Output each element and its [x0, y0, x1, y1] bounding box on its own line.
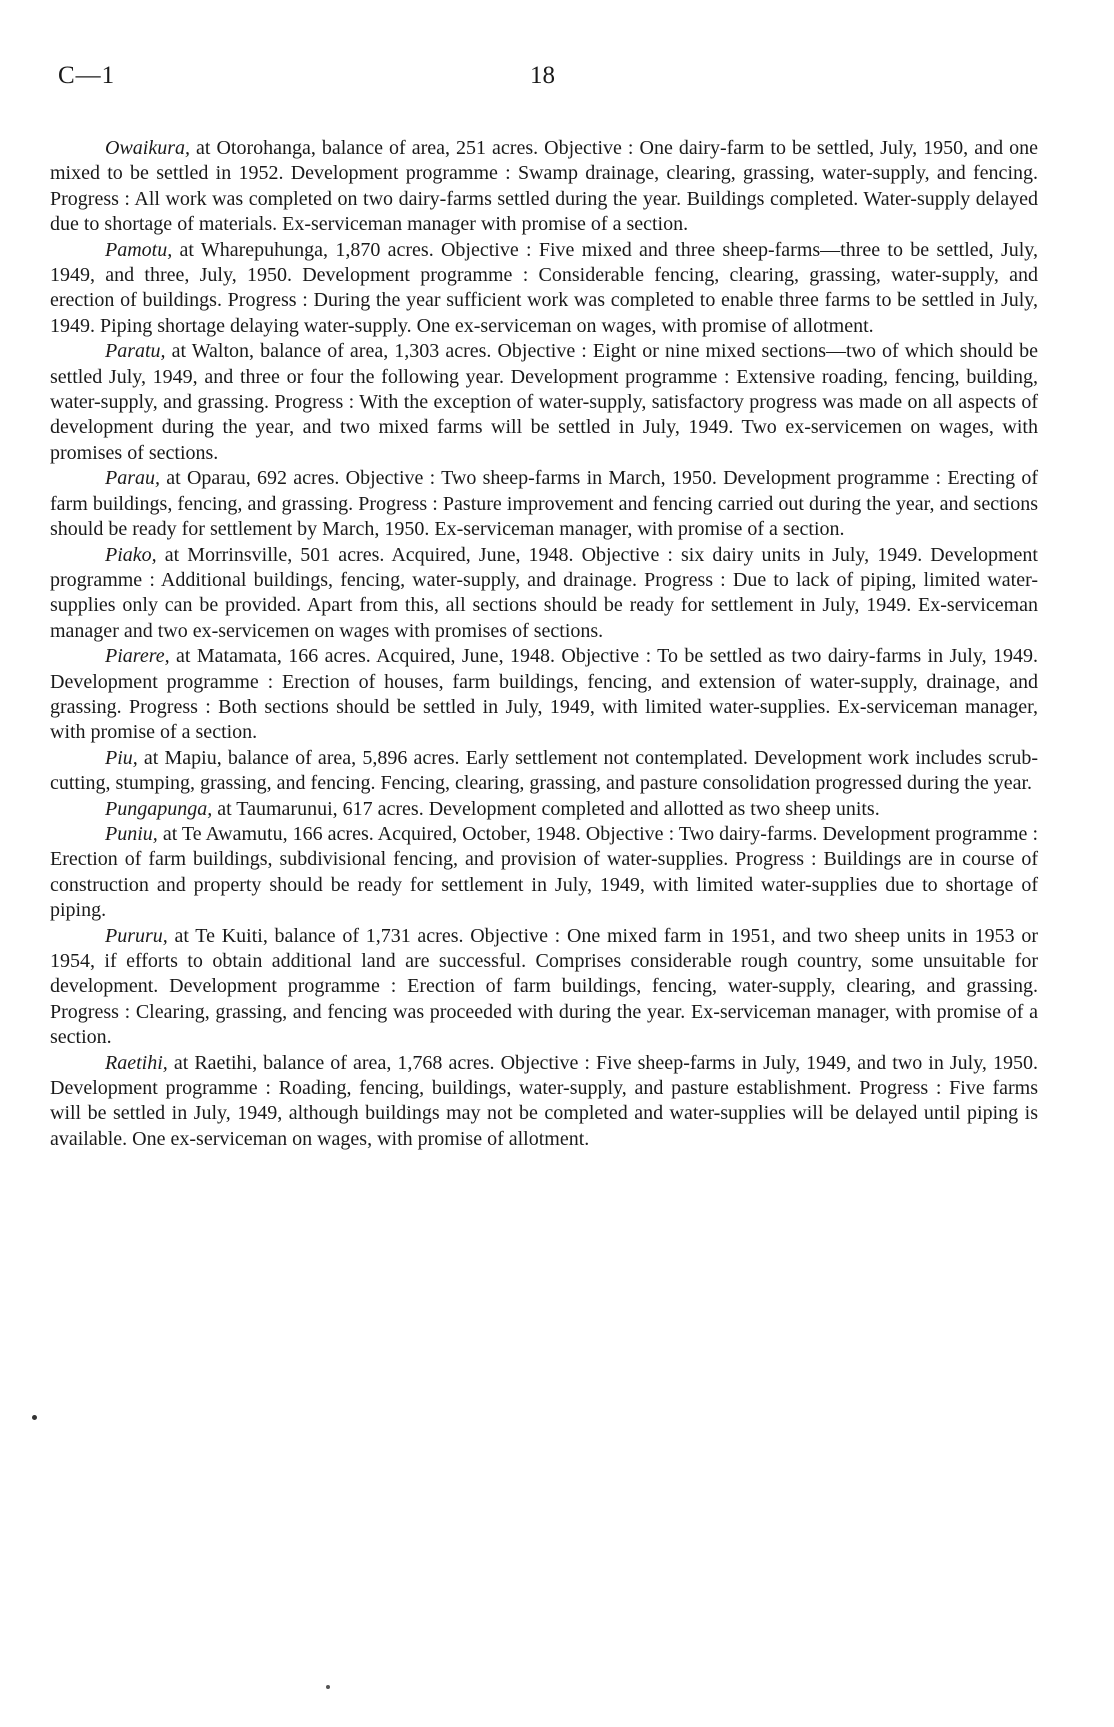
- entry-piu: [50, 746, 1038, 797]
- entry-text: at Oparau, 692 acres. Objective : Two sheep-farms in March, 1950. Development programme : Erecting of farm buildings, fencing, and grassing. Progress : Pasture improvement and fencing carried out during the year, and sections should be ready for settlement by March, 1950. Ex-serviceman manager, with promise of a section.: [50, 467, 1038, 541]
- entry-piako: [50, 543, 1038, 645]
- entry-name: Raetihi,: [105, 1051, 168, 1074]
- margin-mark: [32, 1415, 37, 1420]
- entry-name: Piako,: [105, 543, 157, 566]
- entry-puniu: [50, 822, 1038, 924]
- body-text: [50, 136, 1038, 1152]
- entry-name: Piu,: [105, 746, 138, 769]
- entry-parau: [50, 466, 1038, 542]
- entry-text: at Raetihi, balance of area, 1,768 acres. Objective : Five sheep-farms in July, 1949, and two in July, 1950. Development programme : Roading, fencing, buildings, water-supply, and pasture establishment. Progress : Five farms will be settled in July, 1949, although buildings may not be completed and water-supplies will be delayed until piping is available. One ex-serviceman on wages, with promise of allotment.: [50, 1051, 1038, 1150]
- entry-name: Pamotu,: [105, 238, 173, 261]
- entry-text: at Te Awamutu, 166 acres. Acquired, October, 1948. Objective : Two dairy-farms. Development programme : Erection of farm buildings, subdivisional fencing, and provision of water-supplies. Progress : Buildings are in course of construction and property should be ready for settlement in July, 1949, with limited water-supplies due to shortage of piping.: [50, 822, 1038, 922]
- entry-name: Paratu,: [105, 340, 166, 363]
- entry-name: Parau,: [105, 467, 160, 490]
- entry-raetihi: [50, 1051, 1038, 1153]
- entry-name: Puniu,: [105, 822, 158, 845]
- page-number: 18: [530, 62, 555, 89]
- entry-pungapunga: [50, 797, 1038, 822]
- entry-piarere: [50, 644, 1038, 746]
- entry-text: at Te Kuiti, balance of 1,731 acres. Objective : One mixed farm in 1951, and two sheep units in 1953 or 1954, if efforts to obtain additional land are successful. Comprises considerable rough country, some unsuitable for development. Development programme : Erection of farm buildings, fencing, water-supply, clearing, and grassing. Progress : Clearing, grassing, and fencing was proceeded with during the year. Ex-serviceman manager, with promise of a section.: [50, 924, 1038, 1049]
- entry-text: at Mapiu, balance of area, 5,896 acres. Early settlement not contemplated. Development work includes scrub-cutting, stumping, grassing, and fencing. Fencing, clearing, grassing, and pasture consolidation progressed during the year.: [50, 746, 1038, 795]
- page-header: [58, 62, 1038, 102]
- entry-owaikura: [50, 136, 1038, 238]
- entry-pururu: [50, 924, 1038, 1051]
- scan-speck: [326, 1685, 330, 1689]
- entry-paratu: [50, 339, 1038, 466]
- entry-text: at Otorohanga, balance of area, 251 acres. Objective : One dairy-farm to be settled, July, 1950, and one mixed to be settled in 1952. Development programme : Swamp drainage, clearing, grassing, water-supply, and fencing. Progress : All work was completed on two dairy-farms settled during the year. Buildings completed. Water-supply delayed due to shortage of materials. Ex-serviceman manager with promise of a section.: [50, 137, 1038, 236]
- entry-text: at Walton, balance of area, 1,303 acres. Objective : Eight or nine mixed sections—two of which should be settled July, 1949, and three or four the following year. Development programme : Extensive roading, fencing, building, water-supply, and grassing. Progress : With the exception of water-supply, satisfactory progress was made on all aspects of development during the year, and two mixed farms will be settled in July, 1949. Two ex-servicemen on wages, with promises of sections.: [50, 340, 1038, 464]
- entry-text: at Wharepuhunga, 1,870 acres. Objective : Five mixed and three sheep-farms—three to be settled, July, 1949, and three, July, 1950. Development programme : Considerable fencing, clearing, grassing, water-supply, and erection of buildings. Progress : During the year sufficient work was completed to enable three farms to be settled in July, 1949. Piping shortage delaying water-supply. One ex-serviceman on wages, with promise of allotment.: [50, 238, 1038, 337]
- entry-text: at Matamata, 166 acres. Acquired, June, 1948. Objective : To be settled as two dairy-farms in July, 1949. Development programme : Erection of houses, farm buildings, fencing, and extension of water-supply, drainage, and grassing. Progress : Both sections should be settled in July, 1949, with limited water-supplies. Ex-serviceman manager, with promise of a section.: [50, 645, 1038, 744]
- entry-name: Piarere,: [105, 645, 170, 668]
- entry-text: at Taumarunui, 617 acres. Development completed and allotted as two sheep units.: [212, 797, 880, 820]
- entry-name: Pungapunga,: [105, 797, 213, 820]
- document-code: C—1: [58, 62, 116, 89]
- entry-text: at Morrinsville, 501 acres. Acquired, June, 1948. Objective : six dairy units in July, 1949. Development programme : Additional buildings, fencing, water-supply, and drainage. Progress : Due to lack of piping, limited water-supplies only can be provided. Apart from this, all sections should be ready for settlement in July, 1949. Ex-serviceman manager and two ex-servicemen on wages with promises of sections.: [50, 543, 1038, 642]
- entry-name: Pururu,: [105, 924, 168, 947]
- entry-pamotu: [50, 238, 1038, 340]
- entry-name: Owaikura,: [105, 137, 190, 159]
